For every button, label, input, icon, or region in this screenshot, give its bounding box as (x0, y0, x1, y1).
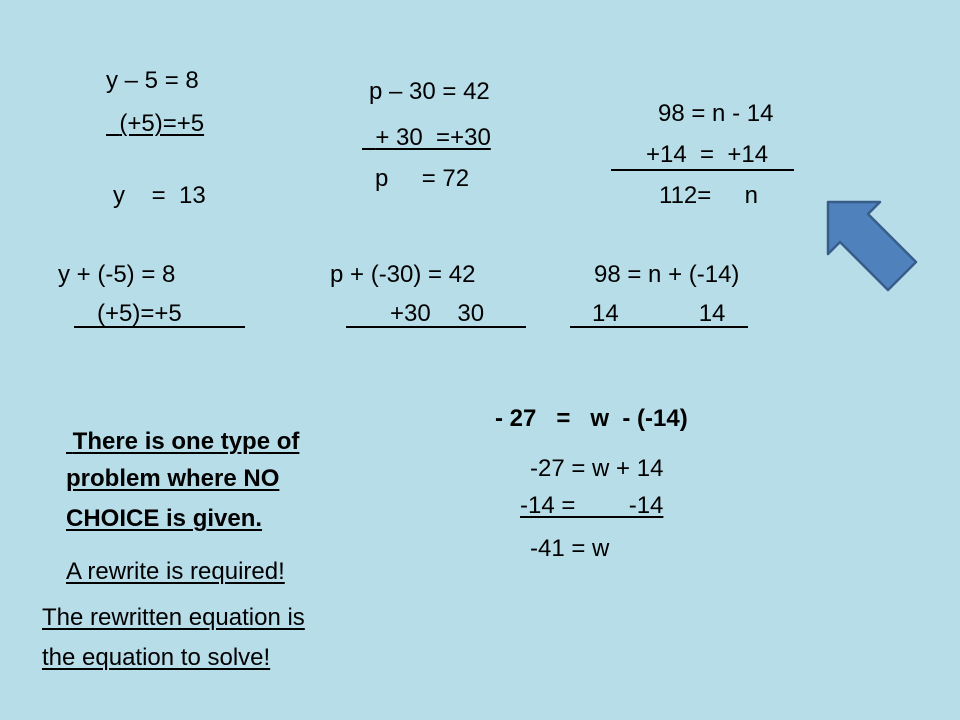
eq7-step: -14 = -14 (520, 492, 664, 519)
eq7-rewrite: -27 = w + 14 (530, 455, 664, 482)
eq5-rewrite: p + (-30) = 42 (330, 261, 476, 288)
conclusion-line-1: The rewritten equation is (42, 604, 305, 631)
note-line-2: problem where NO (66, 465, 280, 492)
up-left-arrow-icon (822, 196, 922, 296)
eq4-step: (+5)=+5 (97, 300, 182, 327)
eq2-original: p – 30 = 42 (369, 78, 490, 105)
eq6-step: 14 14 (592, 300, 726, 327)
eq7-result: -41 = w (530, 535, 610, 562)
note-line-1-text: There is one type of (72, 428, 300, 455)
eq4-rewrite: y + (-5) = 8 (58, 261, 176, 288)
note-line-3: CHOICE is given. (66, 505, 263, 532)
eq2-step (362, 124, 491, 152)
arrow-shape (828, 202, 916, 290)
eq2-result: p = 72 (375, 165, 470, 192)
eq2-step-text: + 30 =+30 (375, 124, 491, 151)
rewrite-required-note: A rewrite is required! (66, 558, 285, 585)
note-line-1 (66, 428, 299, 456)
eq3-divider (611, 169, 794, 171)
eq1-result: y = 13 (113, 182, 206, 209)
eq3-original: 98 = n - 14 (658, 100, 774, 127)
eq6-rewrite: 98 = n + (-14) (594, 261, 740, 288)
eq1-step (106, 110, 204, 138)
eq5-step: +30 30 (390, 300, 485, 327)
eq1-original: y – 5 = 8 (106, 67, 199, 94)
eq3-step: +14 = +14 (646, 141, 769, 168)
conclusion-line-2: the equation to solve! (42, 644, 271, 671)
eq1-step-text: (+5)=+5 (119, 110, 205, 137)
eq3-result: 112= n (659, 182, 758, 209)
eq7-heading: - 27 = w - (-14) (495, 405, 688, 432)
